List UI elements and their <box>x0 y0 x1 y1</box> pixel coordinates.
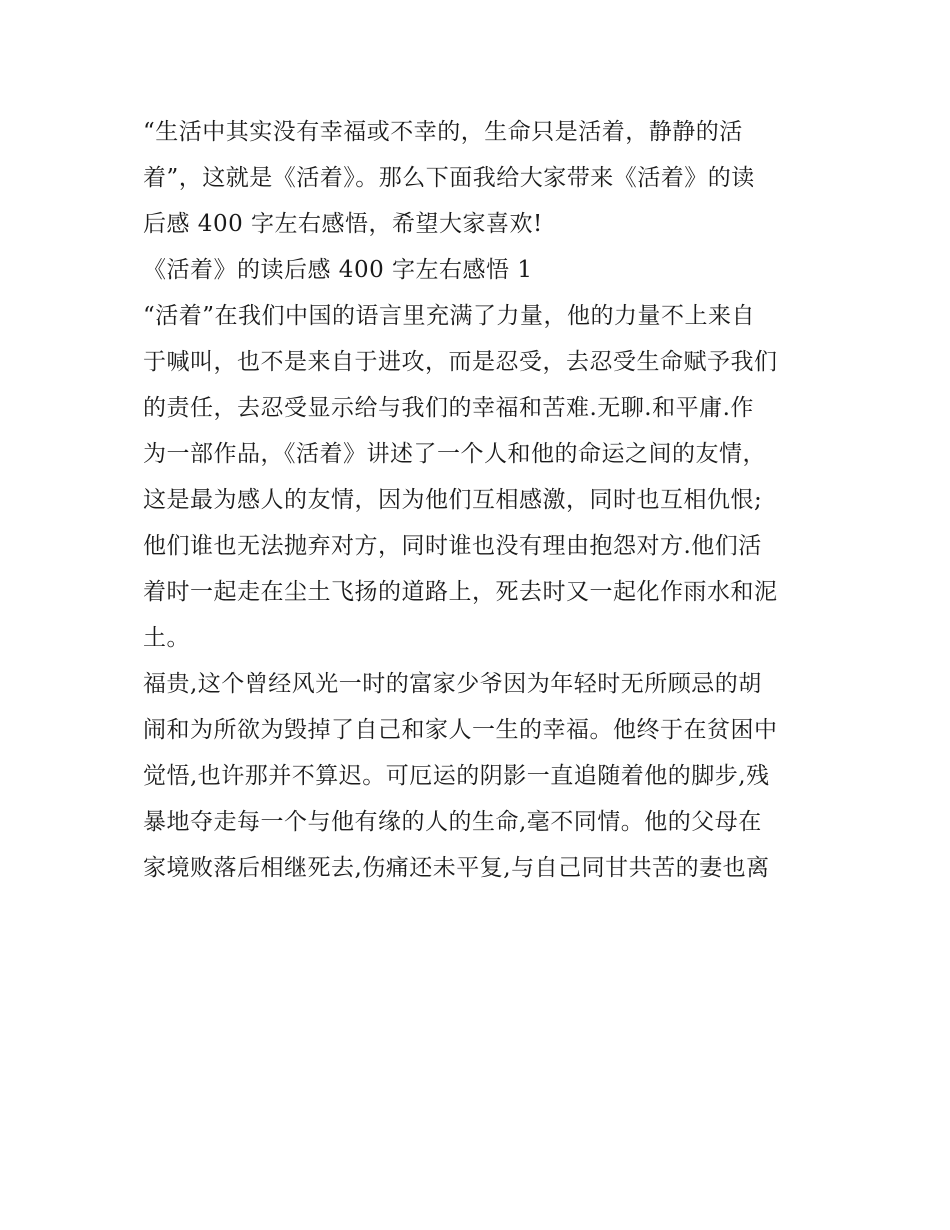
text-line: 的责任，去忍受显示给与我们的幸福和苦难.无聊.和平庸.作 <box>143 395 754 421</box>
text-line: “活着”在我们中国的语言里充满了力量，他的力量不上来自 <box>143 303 756 329</box>
text-line: 于喊叫，也不是来自于进攻，而是忍受，去忍受生命赋予我们 <box>143 349 778 375</box>
section-title: 《活着》的读后感 400 字左右感悟 1 <box>143 257 533 283</box>
text-line: 后感 400 字左右感悟，希望大家喜欢! <box>143 211 543 237</box>
text-line: 他们谁也无法抛弃对方，同时谁也没有理由抱怨对方.他们活 <box>143 533 762 559</box>
text-line: 土。 <box>143 625 190 651</box>
text-line: 为一部作品，《活着》讲述了一个人和他的命运之间的友情， <box>143 441 766 467</box>
text-line: 家境败落后相继死去,伤痛还未平复,与自己同甘共苦的妻也离 <box>143 855 770 881</box>
document-page <box>143 109 815 891</box>
text-line: 这是最为感人的友情，因为他们互相感激，同时也互相仇恨; <box>143 487 763 513</box>
text-line: 暴地夺走每一个与他有缘的人的生命,毫不同情。他的父母在 <box>143 809 762 835</box>
text-line: 着时一起走在尘土飞扬的道路上，死去时又一起化作雨水和泥 <box>143 579 778 605</box>
body-paragraph-1 <box>143 293 815 661</box>
text-line: 着”，这就是《活着》。那么下面我给大家带来《活着》的读 <box>143 165 755 191</box>
body-paragraph-2 <box>143 661 815 891</box>
text-line: 福贵,这个曾经风光一时的富家少爷因为年轻时无所顾忌的胡 <box>143 671 762 697</box>
text-line: “生活中其实没有幸福或不幸的，生命只是活着，静静的活 <box>143 119 743 145</box>
text-line: 觉悟,也许那并不算迟。可厄运的阴影一直追随着他的脚步,残 <box>143 763 770 789</box>
intro-paragraph <box>143 109 815 247</box>
text-line: 闹和为所欲为毁掉了自己和家人一生的幸福。他终于在贫困中 <box>143 717 778 743</box>
